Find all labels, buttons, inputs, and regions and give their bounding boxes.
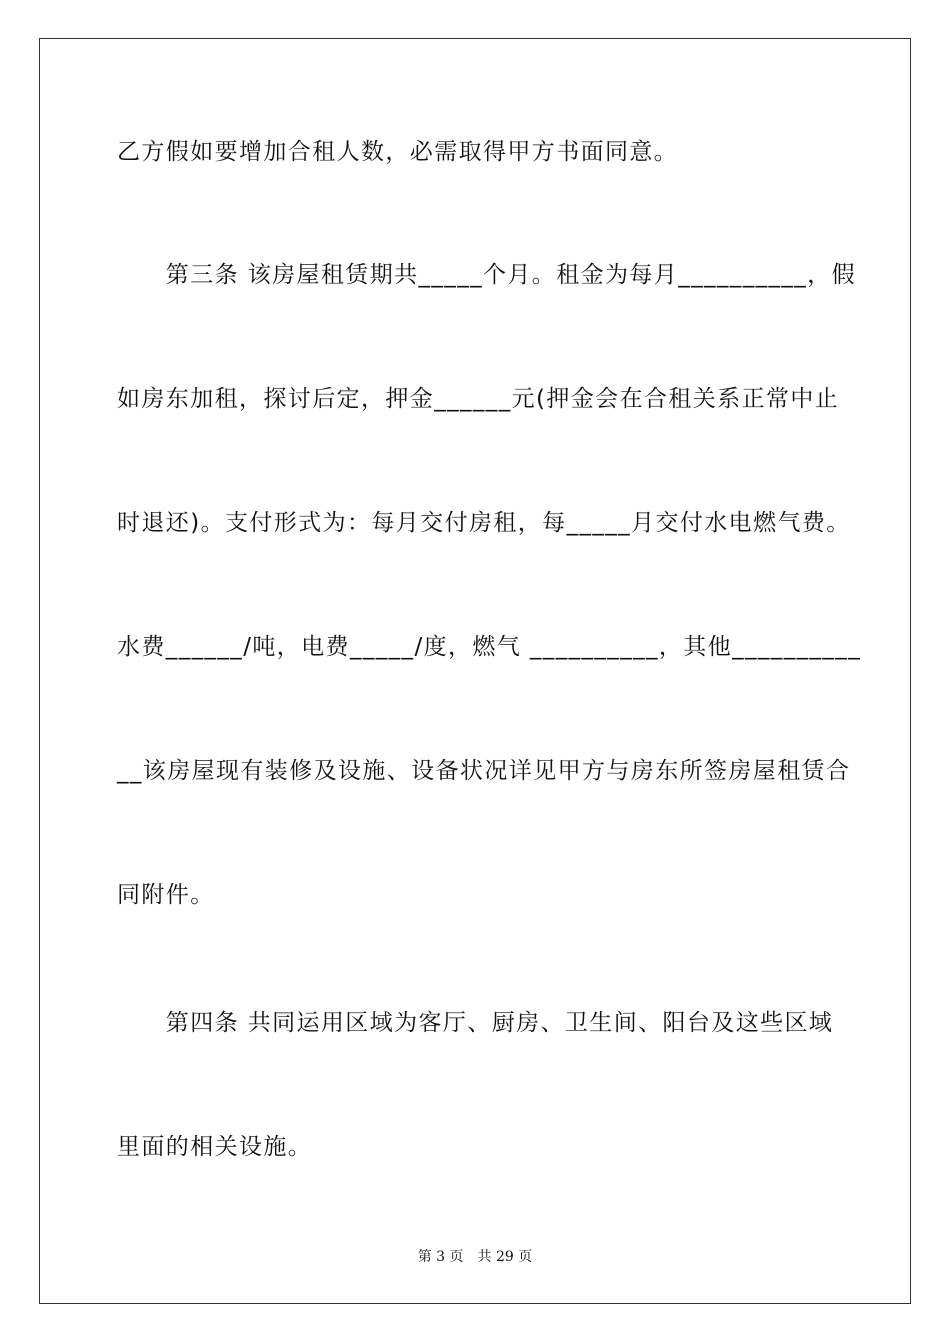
text-line-5: 水费______/吨，电费_____/度，燃气 __________，其他__________: [117, 634, 862, 660]
text-line-8-article-4: 第四条 共同运用区域为客厅、厨房、卫生间、阳台及这些区域: [117, 1010, 834, 1036]
text-line-4: 时退还)。支付形式为：每月交付房租，每_____月交付水电燃气费。: [117, 510, 851, 536]
text-line-7: 同附件。: [117, 882, 215, 908]
page-number-footer: 第 3 页 共 29 页: [417, 1249, 533, 1265]
text-line-2-article-3: 第三条 该房屋租赁期共_____个月。租金为每月__________，假: [117, 262, 857, 288]
text-line-1: 乙方假如要增加合租人数，必需取得甲方书面同意。: [117, 139, 679, 165]
text-line-6: __该房屋现有装修及设施、设备状况详见甲方与房东所签房屋租赁合: [117, 758, 851, 784]
text-line-9: 里面的相关设施。: [117, 1134, 313, 1160]
text-line-3: 如房东加租，探讨后定，押金______元(押金会在合租关系正常中止: [117, 386, 840, 412]
page-border: [39, 38, 911, 1304]
